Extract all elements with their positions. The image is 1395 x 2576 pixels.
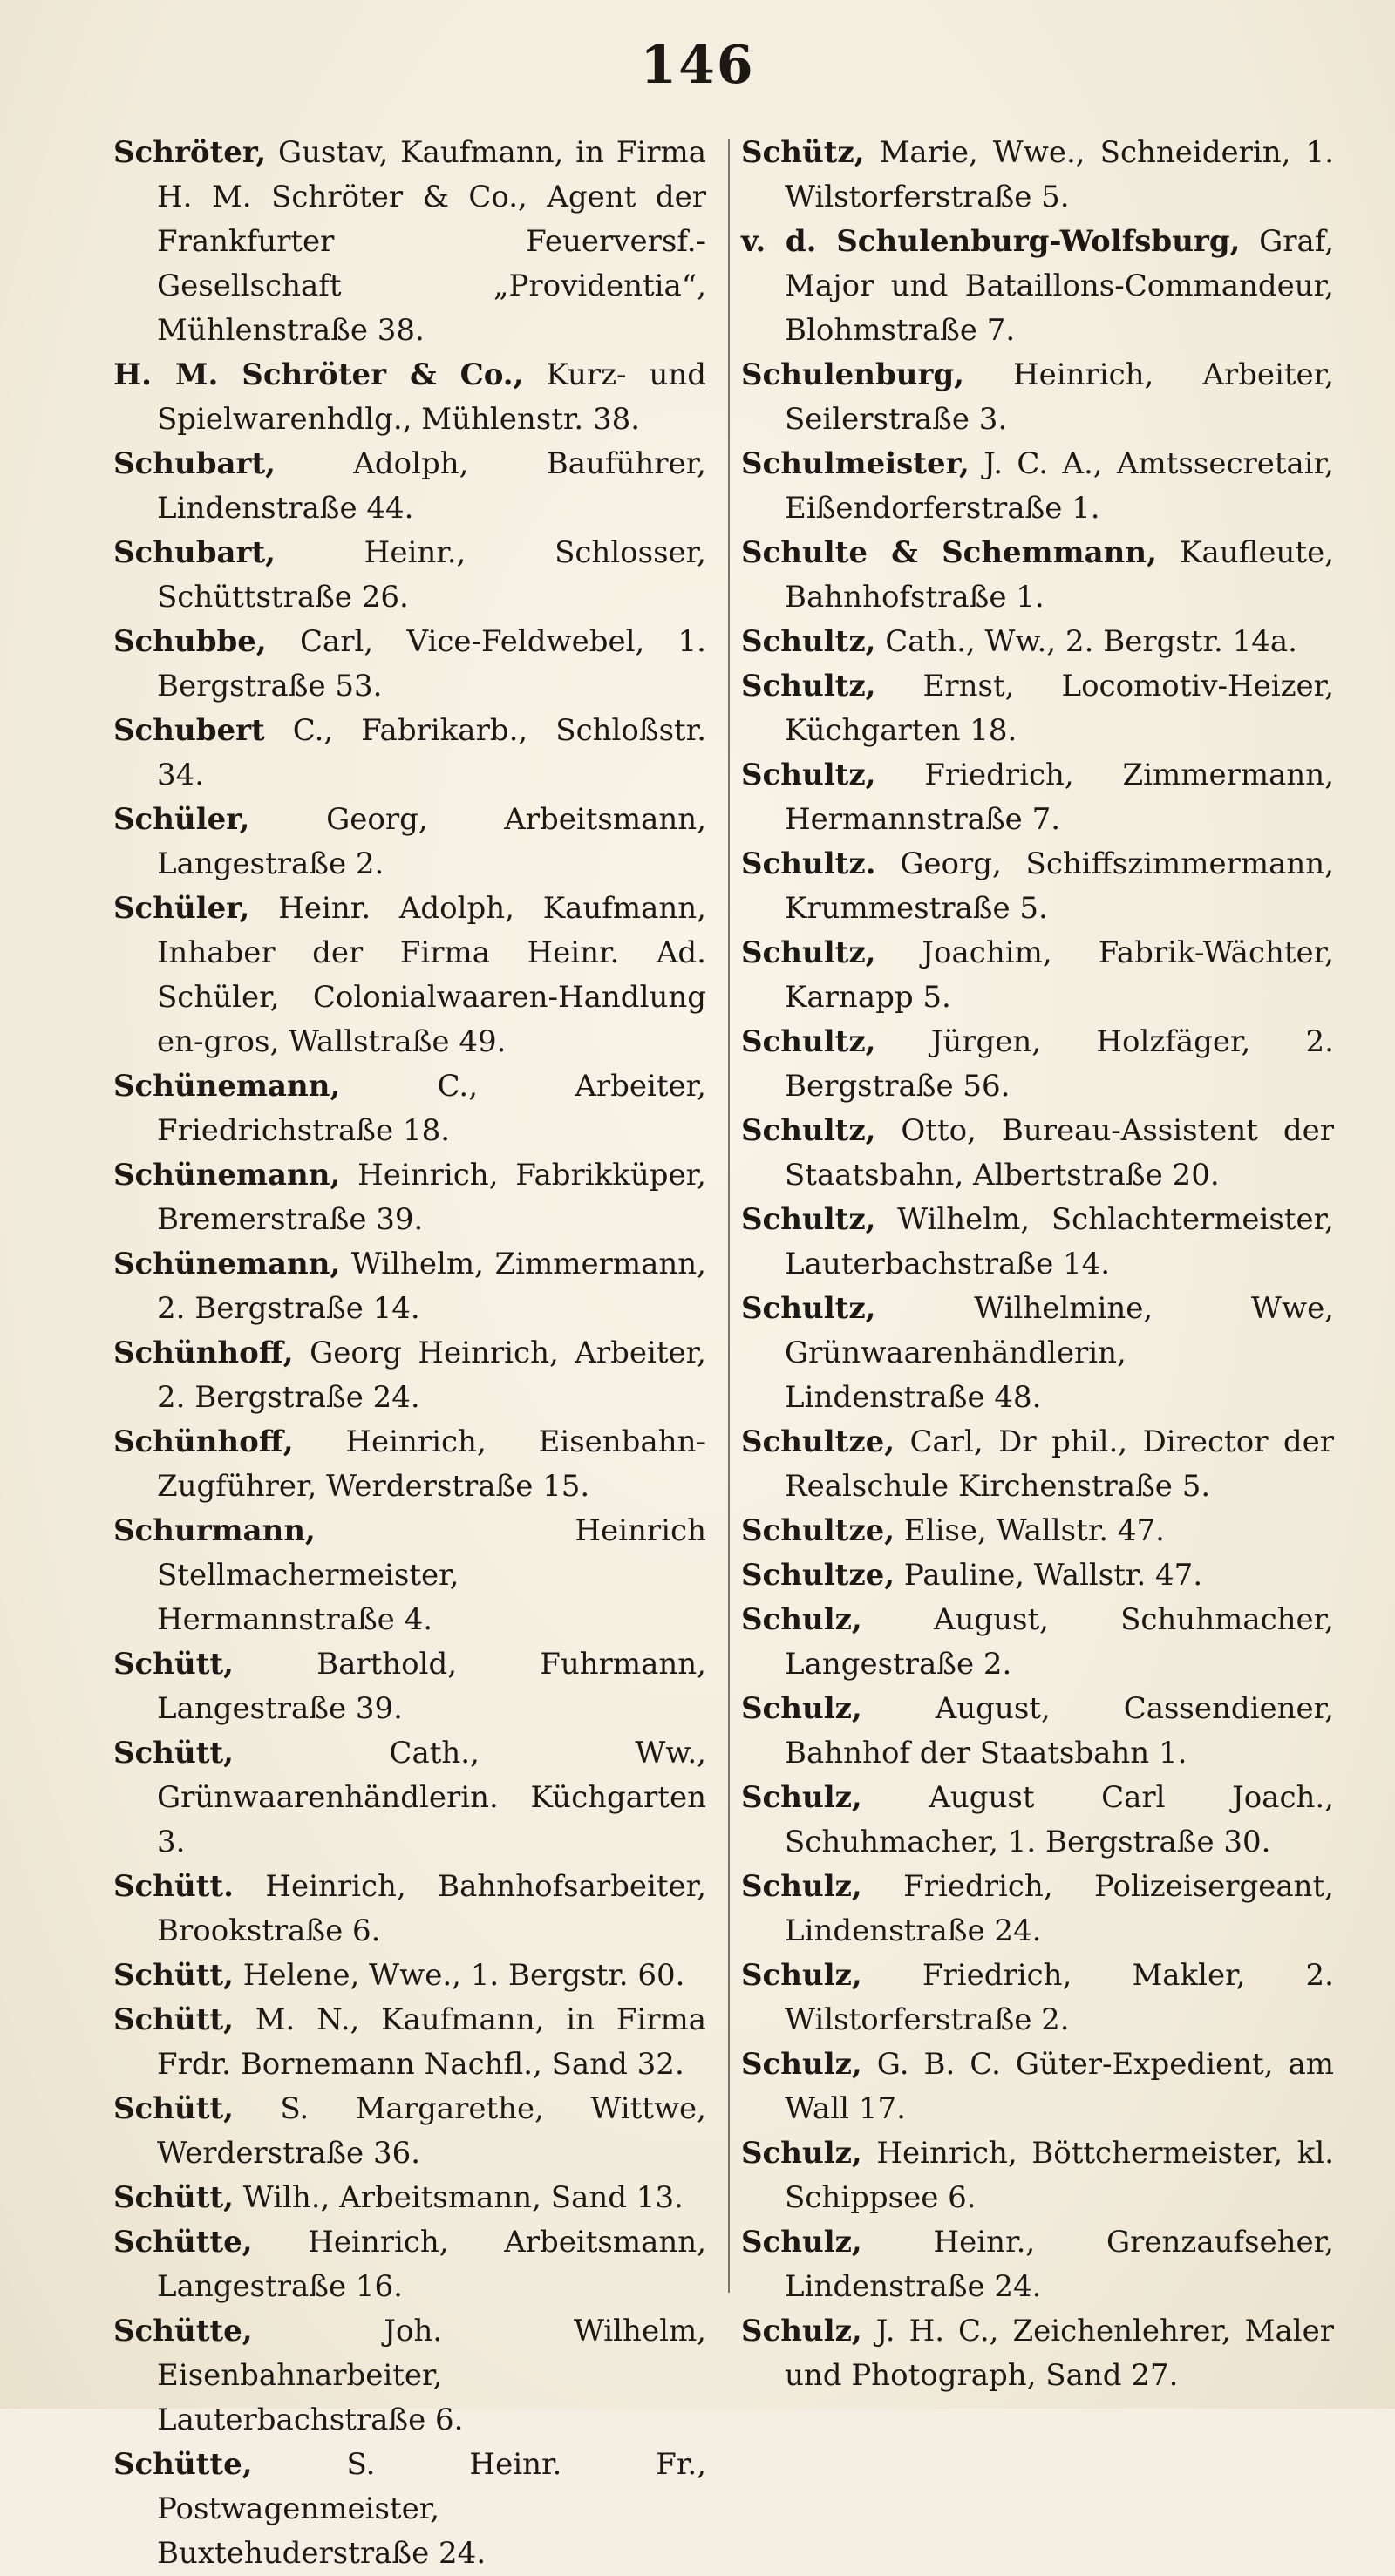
entry-details: Heinrich, Eisenbahn-Zugführer, Werderstraße 15. xyxy=(157,1424,706,1504)
entry-details: Helene, Wwe., 1. Bergstr. 60. xyxy=(233,1958,685,1993)
entry-details: Wilh., Arbeitsmann, Sand 13. xyxy=(233,2180,684,2215)
directory-entry xyxy=(741,2042,1334,2131)
entry-details: Carl, Dr phil., Director der Realschule Kirchenstraße 5. xyxy=(785,1424,1334,1504)
directory-entry xyxy=(113,1509,706,1642)
entry-details: Kurz- und Spielwarenhdlg., Mühlenstr. 38. xyxy=(157,357,706,437)
entry-details: Kaufleute, Bahnhofstraße 1. xyxy=(785,535,1334,615)
entry-name: Schultz, xyxy=(741,1202,876,1237)
entry-name: Schultz, xyxy=(741,935,876,970)
entry-details: Heinrich, Arbeiter, Seilerstraße 3. xyxy=(785,357,1334,437)
entry-name: Schubert xyxy=(113,713,265,748)
entry-details: S. Margarethe, Wittwe, Werderstraße 36. xyxy=(157,2091,706,2171)
entry-name: Schütt. xyxy=(113,1869,234,1904)
entry-name: Schulz, xyxy=(741,1780,862,1815)
directory-entry xyxy=(113,1731,706,1865)
entry-name: Schulz, xyxy=(741,1869,862,1904)
entry-name: Schultz, xyxy=(741,758,876,792)
entry-details: Heinr., Schlosser, Schüttstraße 26. xyxy=(157,535,706,615)
directory-entry xyxy=(113,709,706,798)
entry-details: Friedrich, Makler, 2. Wilstorferstraße 2. xyxy=(785,1958,1334,2037)
entry-details: Heinrich Stellmachermeister, Hermannstraße 4. xyxy=(157,1513,706,1637)
directory-entry xyxy=(113,2443,706,2576)
directory-entry xyxy=(741,353,1334,442)
directory-entry xyxy=(741,1865,1334,1954)
entry-details: Georg Heinrich, Arbeiter, 2. Bergstraße 24. xyxy=(157,1336,706,1415)
entry-details: G. B. C. Güter-Expedient, am Wall 17. xyxy=(785,2047,1334,2126)
entry-details: Ernst, Locomotiv-Heizer, Küchgarten 18. xyxy=(785,669,1334,748)
entry-name: Schütte, xyxy=(113,2225,253,2260)
entry-details: Heinrich, Arbeitsmann, Langestraße 16. xyxy=(157,2225,706,2304)
entry-name: Schulz, xyxy=(741,1691,862,1726)
entry-name: Schubart, xyxy=(113,446,276,481)
entry-name: Schulz, xyxy=(741,2047,862,2082)
entry-details: S. Heinr. Fr., Postwagenmeister, Buxtehuderstraße 24. xyxy=(157,2447,706,2571)
directory-entry xyxy=(741,220,1334,353)
directory-entry xyxy=(741,1109,1334,1198)
directory-entry xyxy=(113,2309,706,2443)
directory-entry xyxy=(113,1865,706,1954)
entry-name: Schünhoff, xyxy=(113,1336,294,1370)
directory-entry xyxy=(113,620,706,709)
entry-name: Schultze, xyxy=(741,1513,895,1548)
entry-name: Schultz, xyxy=(741,1113,876,1148)
entry-details: Heinr., Grenzaufseher, Lindenstraße 24. xyxy=(785,2225,1334,2304)
entry-details: M. N., Kaufmann, in Firma Frdr. Bornemann Nachfl., Sand 32. xyxy=(157,2002,706,2082)
entry-name: Schultz. xyxy=(741,846,876,881)
entry-details: Heinrich, Fabrikküper, Bremerstraße 39. xyxy=(157,1158,706,1237)
entry-name: Schultz, xyxy=(741,1024,876,1059)
directory-entry xyxy=(741,2309,1334,2398)
entry-name: Schütte, xyxy=(113,2314,253,2348)
entry-details: Cath., Ww., 2. Bergstr. 14a. xyxy=(875,624,1297,659)
entry-name: Schütt, xyxy=(113,2091,234,2126)
entry-details: Adolph, Bauführer, Lindenstraße 44. xyxy=(157,446,706,526)
directory-entry xyxy=(741,620,1334,664)
directory-entry xyxy=(113,2087,706,2176)
left-column xyxy=(113,131,706,2576)
entry-details: J. C. A., Amtssecretair, Eißendorferstraße 1. xyxy=(785,446,1334,526)
entry-details: Cath., Ww., Grünwaarenhändlerin. Küchgarten 3. xyxy=(157,1736,706,1859)
entry-details: Georg, Schiffszimmermann, Krummestraße 5. xyxy=(785,846,1334,926)
entry-details: C., Arbeiter, Friedrichstraße 18. xyxy=(157,1069,706,1148)
directory-entry xyxy=(113,1642,706,1731)
directory-entry xyxy=(741,931,1334,1020)
entry-name: Schütt, xyxy=(113,1958,234,1993)
directory-entry xyxy=(741,1598,1334,1687)
entry-name: Schulz, xyxy=(741,1602,862,1637)
entry-name: Schulz, xyxy=(741,2314,862,2348)
directory-entry xyxy=(741,2131,1334,2220)
entry-name: Schütte, xyxy=(113,2447,253,2482)
directory-entry xyxy=(113,2176,706,2220)
directory-entry xyxy=(741,1420,1334,1509)
entry-details: Friedrich, Zimmermann, Hermannstraße 7. xyxy=(785,758,1334,837)
directory-entry xyxy=(113,1420,706,1509)
directory-entry xyxy=(741,1198,1334,1287)
entry-details: Wilhelm, Zimmermann, 2. Bergstraße 14. xyxy=(157,1247,706,1326)
entry-name: Schubart, xyxy=(113,535,276,570)
directory-entry xyxy=(741,1776,1334,1865)
entry-name: Schultz, xyxy=(741,624,876,659)
entry-name: Schütt, xyxy=(113,2180,234,2215)
entry-details: August, Cassendiener, Bahnhof der Staatsbahn 1. xyxy=(785,1691,1334,1771)
entry-name: Schünhoff, xyxy=(113,1424,294,1459)
directory-entry xyxy=(741,1509,1334,1553)
entry-details: August Carl Joach., Schuhmacher, 1. Bergstraße 30. xyxy=(785,1780,1334,1859)
entry-name: Schulte & Schemmann, xyxy=(741,535,1157,570)
directory-entry xyxy=(113,2220,706,2309)
directory-entry xyxy=(113,131,706,353)
entry-name: Schulmeister, xyxy=(741,446,970,481)
entry-name: Schütt, xyxy=(113,1647,234,1682)
entry-name: Schröter, xyxy=(113,135,267,170)
right-column xyxy=(741,131,1334,2398)
entry-name: Schüler, xyxy=(113,891,250,926)
directory-entry xyxy=(741,1687,1334,1776)
directory-entry xyxy=(113,1331,706,1420)
entry-name: Schulenburg, xyxy=(741,357,964,392)
entry-details: Jürgen, Holzfäger, 2. Bergstraße 56. xyxy=(785,1024,1334,1104)
entry-details: Marie, Wwe., Schneiderin, 1. Wilstorferstraße 5. xyxy=(785,135,1334,214)
entry-details: Otto, Bureau-Assistent der Staatsbahn, Albertstraße 20. xyxy=(785,1113,1334,1193)
entry-details: Joachim, Fabrik-Wächter, Karnapp 5. xyxy=(785,935,1334,1015)
directory-entry xyxy=(113,1954,706,1998)
directory-entry xyxy=(113,1242,706,1331)
entry-name: Schünemann, xyxy=(113,1247,341,1281)
entry-details: Georg, Arbeitsmann, Langestraße 2. xyxy=(157,802,706,881)
entry-details: Gustav, Kaufmann, in Firma H. M. Schröter & Co., Agent der Frankfurter Feuerversf.-Gesellschaft „Providentia“, Mühlenstraße 38. xyxy=(157,135,706,348)
directory-entry xyxy=(741,753,1334,842)
entry-name: Schultz, xyxy=(741,669,876,703)
directory-entry xyxy=(113,1153,706,1242)
entry-details: Carl, Vice-Feldwebel, 1. Bergstraße 53. xyxy=(157,624,706,703)
directory-entry xyxy=(741,842,1334,931)
directory-entry xyxy=(113,442,706,531)
entry-details: J. H. C., Zeichenlehrer, Maler und Photograph, Sand 27. xyxy=(785,2314,1334,2393)
directory-entry xyxy=(741,664,1334,753)
directory-entry xyxy=(741,1287,1334,1420)
entry-name: v. d. Schulenburg-Wolfsburg, xyxy=(741,224,1241,259)
directory-entry xyxy=(741,1954,1334,2042)
entry-details: Heinrich, Böttchermeister, kl. Schippsee 6. xyxy=(785,2136,1334,2215)
directory-entry xyxy=(741,2220,1334,2309)
entry-name: H. M. Schröter & Co., xyxy=(113,357,524,392)
entry-details: Heinr. Adolph, Kaufmann, Inhaber der Firma Heinr. Ad. Schüler, Colonialwaaren-Handlung en-gros, Wallstraße 49. xyxy=(157,891,706,1059)
entry-details: Pauline, Wallstr. 47. xyxy=(895,1558,1203,1593)
entry-details: C., Fabrikarb., Schloßstr. 34. xyxy=(157,713,706,792)
entry-name: Schurmann, xyxy=(113,1513,316,1548)
directory-entry xyxy=(113,887,706,1064)
entry-details: Friedrich, Polizeisergeant, Lindenstraße 24. xyxy=(785,1869,1334,1948)
directory-entry xyxy=(741,131,1334,220)
page-number: 146 xyxy=(640,35,755,96)
entry-name: Schulz, xyxy=(741,2225,862,2260)
entry-details: Heinrich, Bahnhofsarbeiter, Brookstraße 6. xyxy=(157,1869,706,1948)
entry-name: Schultze, xyxy=(741,1424,895,1459)
column-divider xyxy=(728,139,730,2293)
entry-details: Barthold, Fuhrmann, Langestraße 39. xyxy=(157,1647,706,1726)
entry-name: Schultz, xyxy=(741,1291,876,1326)
entry-name: Schulz, xyxy=(741,1958,862,1993)
entry-details: August, Schuhmacher, Langestraße 2. xyxy=(785,1602,1334,1682)
directory-entry xyxy=(741,531,1334,620)
directory-entry xyxy=(113,798,706,887)
entry-details: Joh. Wilhelm, Eisenbahnarbeiter, Lauterbachstraße 6. xyxy=(157,2314,706,2437)
entry-name: Schüler, xyxy=(113,802,250,837)
entry-details: Graf, Major und Bataillons-Commandeur, Blohmstraße 7. xyxy=(785,224,1335,348)
directory-entry xyxy=(113,531,706,620)
entry-details: Wilhelm, Schlachtermeister, Lauterbachstraße 14. xyxy=(785,1202,1334,1281)
directory-entry xyxy=(113,1998,706,2087)
directory-entry xyxy=(741,442,1334,531)
entry-name: Schütz, xyxy=(741,135,865,170)
directory-entry xyxy=(113,353,706,442)
entry-name: Schünemann, xyxy=(113,1069,341,1104)
entry-name: Schulz, xyxy=(741,2136,862,2171)
entry-details: Wilhelmine, Wwe, Grünwaarenhändlerin, Lindenstraße 48. xyxy=(785,1291,1334,1415)
directory-entry xyxy=(741,1553,1334,1598)
directory-entry xyxy=(113,1064,706,1153)
entry-name: Schultze, xyxy=(741,1558,895,1593)
entry-name: Schütt, xyxy=(113,1736,234,1771)
entry-name: Schütt, xyxy=(113,2002,234,2037)
entry-name: Schünemann, xyxy=(113,1158,341,1193)
directory-entry xyxy=(741,1020,1334,1109)
entry-details: Elise, Wallstr. 47. xyxy=(895,1513,1165,1548)
entry-name: Schubbe, xyxy=(113,624,267,659)
